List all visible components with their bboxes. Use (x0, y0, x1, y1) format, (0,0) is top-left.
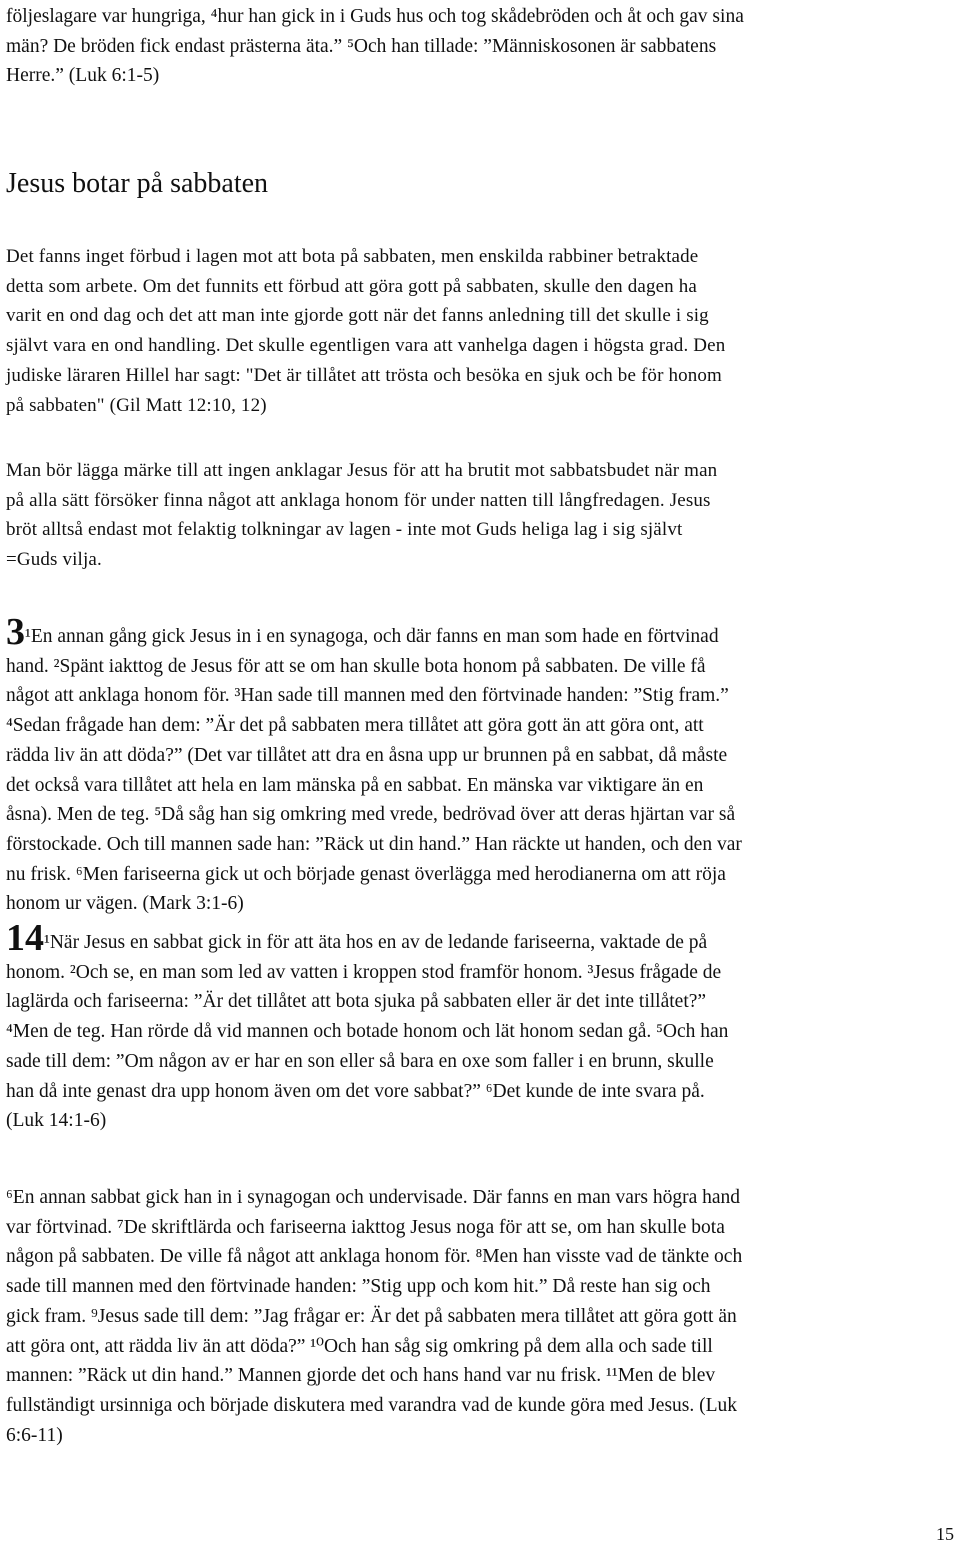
paragraph-luke-6 (6, 1183, 956, 1450)
text-line: att göra ont, att rädda liv än att döda?” ¹⁰Och han såg sig omkring på dem alla och sade till (6, 1335, 713, 1357)
text-line: någon på sabbaten. De ville få något att anklaga honom för. ⁸Men han visste vad de tänkte och (6, 1246, 743, 1268)
text-line: =Guds vilja. (6, 549, 102, 571)
text-line: ⁴Sedan frågade han dem: ”Är det på sabbaten mera tillåtet att göra gott än att göra ont, att (6, 715, 704, 737)
text-line: på alla sätt försöker finna något att anklaga honom för under natten till långfredagen. Jesus (6, 489, 711, 511)
text-line: honom. ²Och se, en man som led av vatten i kroppen stod framför honom. ³Jesus frågade de (6, 961, 722, 983)
text-line: varit en ond dag och det att man inte gjorde gott när det fanns anledning till det skulle i sig (6, 305, 709, 327)
text-line: det också vara tillåtet att hela en lam mänska på en sabbat. En mänska var viktigare än en (6, 774, 704, 796)
text-line: på sabbaten" (Gil Matt 12:10, 12) (6, 394, 267, 416)
text-line: ⁴Men de teg. Han rörde då vid mannen och botade honom och lät honom sedan gå. ⁵Och han (6, 1021, 729, 1043)
section-heading: Jesus botar på sabbaten (6, 168, 269, 199)
text-line: judiske läraren Hillel har sagt: "Det är tillåtet att trösta och besöka en sjuk och be för honom (6, 364, 722, 386)
verse-text: ¹När Jesus en sabbat gick in för att äta hos en av de ledande fariseerna, vaktade de på (44, 932, 708, 953)
text-line: män? De bröden fick endast prästerna äta.” ⁵Och han tillade: ”Människosonen är sabbatens (6, 35, 717, 57)
text-line: var förtvinad. ⁷De skriftlärda och fariseerna iakttog Jesus noga för att se, om han skulle bota (6, 1216, 725, 1238)
text-line: åsna). Men de teg. ⁵Då såg han sig omkring med vrede, bedrövad över att deras hjärtan var så (6, 804, 736, 826)
text-line: gick fram. ⁹Jesus sade till dem: ”Jag frågar er: Är det på sabbaten mera tillåtet att göra gott än (6, 1305, 737, 1327)
text-line: hand. ²Spänt iakttog de Jesus för att se om han skulle bota honom på sabbaten. De ville få (6, 655, 706, 677)
text-line: detta som arbete. Om det funnits ett förbud att göra gott på sabbaten, skulle den dagen ha (6, 275, 697, 297)
chapter-number: 3 (6, 611, 25, 653)
text-line: Herre.” (Luk 6:1-5) (6, 65, 160, 87)
text-line: (Luk 14:1-6) (6, 1110, 107, 1132)
text-line: förstockade. Och till mannen sade han: ”Räck ut din hand.” Han räckte ut handen, och den var (6, 833, 742, 855)
chapter-number: 14 (6, 917, 44, 959)
text-line: honom ur vägen. (Mark 3:1-6) (6, 893, 244, 915)
text-line: han då inte genast dra upp honom även om det vore sabbat?” ⁶Det kunde de inte svara på. (6, 1080, 705, 1102)
paragraph-luke-14 (6, 917, 956, 1136)
text-line: Det fanns inget förbud i lagen mot att bota på sabbaten, men enskilda rabbiner betraktade (6, 246, 699, 267)
paragraph-commentary-2 (6, 456, 956, 575)
text-line: något att anklaga honom för. ³Han sade till mannen med den förtvinade handen: ”Stig fram.” (6, 685, 729, 707)
text-line: Man bör lägga märke till att ingen anklagar Jesus för att ha brutit mot sabbatsbudet när man (6, 460, 718, 481)
paragraph-commentary-1 (6, 242, 956, 420)
text-line: 6:6-11) (6, 1424, 63, 1446)
text-line: rädda liv än att döda?” (Det var tillåtet att dra en åsna upp ur brunnen på en sabbat, då måste (6, 744, 728, 766)
text-line: följeslagare var hungriga, ⁴hur han gick in i Guds hus och tog skådebröden och åt och gav sina (6, 6, 744, 27)
text-line: nu frisk. ⁶Men fariseerna gick ut och började genast överlägga med herodianerna om att röja (6, 863, 726, 885)
text-line (6, 917, 956, 959)
page-number: 15 (936, 1524, 954, 1544)
text-line: sade till mannen med den förtvinade handen: ”Stig upp och kom hit.” Då reste han sig och (6, 1276, 711, 1298)
text-line: mannen: ”Räck ut din hand.” Mannen gjorde det och hans hand var nu frisk. ¹¹Men de blev (6, 1365, 716, 1387)
text-line: sade till dem: ”Om någon av er har en son eller så bara en oxe som faller i en brunn, skulle (6, 1050, 714, 1072)
text-line (6, 611, 956, 653)
paragraph-mark-3 (6, 611, 956, 919)
text-line: laglärda och fariseerna: ”Är det tillåtet att bota sjuka på sabbaten eller är det inte tillåtet?” (6, 991, 707, 1013)
text-line: ⁶En annan sabbat gick han in i synagogan och undervisade. Där fanns en man vars högra hand (6, 1187, 741, 1208)
text-line: fullständigt ursinniga och började diskutera med varandra vad de kunde göra med Jesus. (Luk (6, 1394, 738, 1416)
verse-text: ¹En annan gång gick Jesus in i en synagoga, och där fanns en man som hade en förtvinad (25, 626, 719, 647)
text-line: självt vara en ond handling. Det skulle egentligen vara att vanhelga dagen i högsta grad. Den (6, 335, 726, 357)
paragraph-luke6-ending (6, 2, 956, 91)
text-line: bröt alltså endast mot felaktig tolkningar av lagen - inte mot Guds heliga lag i sig självt (6, 519, 683, 541)
